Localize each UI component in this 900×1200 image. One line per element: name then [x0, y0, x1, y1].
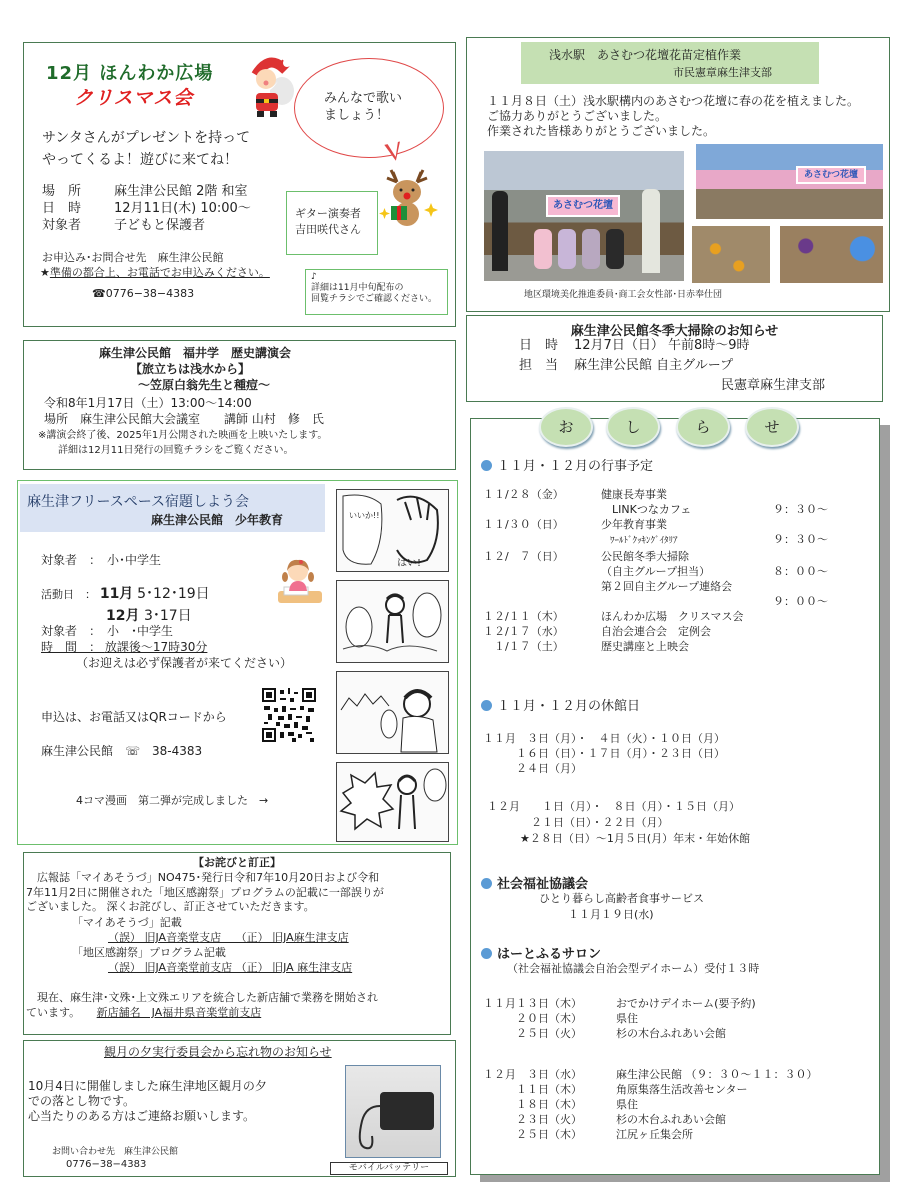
lecture-note2: 詳細は12月11日発行の回覧チラシをご覧ください。 [58, 445, 294, 456]
correction-item1-fix: （誤） 旧JA音楽堂支店 （正） 旧JA麻生津支店 [108, 931, 349, 944]
manga-panel-2 [336, 580, 449, 663]
flower-caption: 地区環境美化推進委員･商工会女性部･日赤奉仕団 [524, 290, 723, 300]
circle-se: せ [745, 407, 799, 447]
lecture-title: 麻生津公民館 福井学 歴史講演会 [99, 346, 292, 360]
salon-row: ２３日（火） 杉の木台ふれあい会館 [483, 1113, 726, 1126]
salon-nov [483, 996, 756, 1041]
pickup-note: （お迎えは必ず保護者が来てください） [76, 656, 293, 670]
cleaning-notice-box [466, 315, 883, 402]
music-note-icon: ♪ [311, 272, 317, 282]
christmas-intro: サンタさんがプレゼントを持って やってくるよ！遊びに来てね！ [42, 130, 251, 168]
group-photo: あさむつ花壇 [484, 151, 684, 281]
lost-phone: 0776−38−4383 [66, 1159, 147, 1170]
train-photo: あさむつ花壇 [696, 144, 883, 219]
qr-code[interactable] [262, 688, 316, 742]
christmas-note: ★準備の都合上、お電話でお申込みください。 [40, 266, 270, 279]
freespace-contact: 麻生津公民館 ☏ 38-4383 [41, 744, 203, 758]
circle-ra: ら [676, 407, 730, 447]
salon-dec [483, 1067, 818, 1142]
apply-note: 申込は、お電話又はQRコードから [41, 710, 227, 724]
closed-dec: １２月 １日（月）・ ８日（月）・１５日（月） ２１日（日）・２２日（月） ★２８日（日）～1月５日(月）年末・年始休館 [487, 800, 751, 845]
reindeer-icon [379, 168, 439, 233]
event-row: １１/２８（金） 健康長寿事業 [483, 488, 667, 501]
free-space-header [20, 484, 325, 532]
flower-org: 市民憲章麻生津支部 [673, 66, 772, 79]
salon-row: １２月 ３日（水） 麻生津公民館 （９：３０～１１：３０） [483, 1068, 818, 1081]
target-1: 対象者 ： 小･中学生 [41, 553, 162, 567]
free-space-org: 麻生津公民館 少年教育 [151, 513, 284, 527]
cleaning-date: 日 時 12月7日（日） 午前8時～9時 [519, 338, 750, 353]
salon-heading: はーとふるサロン [481, 943, 601, 962]
svg-text:はい!: はい! [397, 558, 422, 569]
salon-sub: （社会福祉協議会自治会型デイホーム）受付１３時 [507, 962, 760, 975]
event-row: ﾜｰﾙﾄﾞｸｯｷﾝｸﾞｲﾀﾘｱ ９：３０～ [601, 533, 828, 546]
santa-icon [242, 55, 294, 119]
studying-girl-icon [276, 557, 324, 607]
correction-item2-label: 「地区感謝祭」プログラム記載 [72, 946, 226, 959]
manga-note: 4コマ漫画 第二弾が完成しました → [76, 794, 269, 807]
star-icon: ★ [40, 266, 50, 279]
event-row: １２/１７（水） 自治会連合会 定例会 [483, 625, 711, 638]
free-space-box [17, 480, 458, 845]
lecture-place: 場所 麻生津公民館大会議室 講師 山村 修 氏 [44, 412, 324, 426]
apology-correction-box [23, 852, 451, 1035]
event-row: LINKつなカフェ ９：３０～ [601, 503, 828, 516]
free-space-title: 麻生津フリースペース宿題しよう会 [27, 494, 250, 510]
manga-panel-3 [336, 671, 449, 754]
circle-o: お [539, 407, 593, 447]
flower-header [521, 42, 819, 84]
apology-body: 広報誌「マイあそうづ」NO475･発行日令和7年10月20日および令和 7年11月2日に開催された「地区感謝祭」プログラムの記載に一部誤りが ございました。 深くお詫びし、訂正させていただきます。 [26, 871, 384, 913]
flower-body: １１月８日（土）浅水駅構内のあさむつ花壇に春の花を植えました。 ご協力ありがとうございました。 作業された皆様ありがとうございました。 [487, 94, 860, 138]
cleaning-staff: 担 当 麻生津公民館 自主グループ [519, 358, 734, 373]
flower-title: 浅水駅 あさむつ花壇花苗定植作業 [549, 48, 742, 62]
salon-row: １８日（木） 県住 [483, 1098, 638, 1111]
event-row: １/１７（土） 歴史講座と上映会 [483, 640, 689, 653]
lecture-date: 令和8年1月17日（土）13:00～14:00 [44, 396, 252, 410]
apology-footer1: 現在、麻生津･文殊･上文殊エリアを統合した新店舗で業務を開始され [26, 991, 378, 1004]
bullet-dot-icon [481, 700, 492, 711]
salon-row: ２５日（木） 江尻ヶ丘集会所 [483, 1128, 693, 1141]
planting-photo-2 [780, 226, 883, 283]
events-heading: １１月・１２月の行事予定 [481, 455, 653, 474]
salon-row: ２５日（火） 杉の木台ふれあい会館 [483, 1027, 726, 1040]
event-row: ９：００～ [773, 595, 828, 608]
christmas-contact: お申込み･お問合せ先 麻生津公民館 [42, 251, 224, 264]
battery-photo [345, 1065, 441, 1158]
lost-body: 10月4日に開催しました麻生津地区観月の夕 での落とし物です。 心当たりのある方はご連絡お願いします。 [28, 1079, 267, 1123]
bullet-dot-icon [481, 878, 492, 889]
event-row: １１/３０（日） 少年教育事業 [483, 518, 667, 531]
closed-heading: １１月・１２月の休館日 [481, 695, 640, 714]
lost-contact: お問い合わせ先 麻生津公民館 [52, 1147, 179, 1157]
cleaning-staff2: 民憲章麻生津支部 [721, 378, 826, 393]
lecture-subtitle1: 【旅立ちは浅水から】 [130, 362, 251, 376]
event-row: 第２回自主グループ連絡会 [601, 580, 733, 593]
time-row: 時 間 ： 放課後～17時30分 [41, 640, 208, 654]
speech-bubble-text: みんなで歌い ましょう！ [324, 91, 403, 123]
oshirase-box [470, 418, 880, 1175]
correction-item2-fix: （誤） 旧JA音楽堂前支店 （正） 旧JA 麻生津支店 [108, 961, 353, 974]
activity-days: 活動日 ： 11月 5･12･19日 [41, 586, 210, 602]
performer-box: ギター演奏者 吉田咲代さん [286, 191, 378, 255]
event-row: １２/１１（木） ほんわか広場 クリスマス会 [483, 610, 744, 623]
welfare-heading: 社会福祉協議会 [481, 873, 588, 892]
flyer-note-box: ♪ 詳細は11月中旬配布の 回覧チラシでご確認ください。 [305, 269, 448, 315]
circle-shi: し [606, 407, 660, 447]
apology-footer2: ています。 新店舗名 JA福井県音楽堂前支店 [26, 1006, 262, 1019]
christmas-phone: ☎0776−38−4383 [92, 287, 195, 300]
welfare-lines: ひとり暮らし高齢者食事サービス １１月１９日(水) [539, 892, 704, 921]
bullet-dot-icon [481, 948, 492, 959]
lecture-subtitle2: ～笠原白翁先生と種痘～ [138, 378, 271, 392]
new-branch-name: 新店舗名 JA福井県音楽堂前支店 [96, 1006, 262, 1019]
closed-nov: １１月 ３日（月）・ ４日（火）・１０日（月） １６日（日）・１７日（月）・２３日（日） ２４日（月） [483, 732, 725, 775]
salon-row: １１月１３日（木） おでかけデイホーム(要予約) [483, 997, 756, 1010]
correction-item1-label: 「マイあそうづ」記載 [72, 916, 182, 929]
apology-title: 【お詫びと訂正】 [193, 856, 281, 869]
event-row: １２/ ７（日） 公民館冬季大掃除 [483, 550, 689, 563]
battery-caption: モバイルバッテリー [330, 1162, 448, 1175]
history-lecture-box [23, 340, 456, 470]
planting-photo-1 [692, 226, 770, 283]
salon-row: １１日（木） 角原集落生活改善センター [483, 1083, 748, 1096]
events-list [483, 487, 828, 654]
manga-panel-4 [336, 762, 449, 842]
cleaning-title: 麻生津公民館冬季大掃除のお知らせ [570, 324, 779, 339]
christmas-title-line2: クリスマス会 [74, 87, 194, 109]
activity-days-dec: 12月 3･17日 [106, 608, 192, 624]
lost-item-box [23, 1040, 456, 1177]
manga-panel-1 [336, 489, 449, 572]
lecture-note1: ※講演会終了後、2025年1月公開された映画を上映いたします。 [38, 430, 328, 441]
christmas-title-line1: 12月 ほんわか広場 [46, 63, 214, 84]
christmas-details: 場 所 麻生津公民館 2階 和室 日 時 12月11日(木) 10:00～ 対象者 子どもと保護者 [42, 184, 251, 233]
target-2: 対象者 ： 小 ･中学生 [41, 624, 174, 638]
christmas-event-box [23, 42, 456, 327]
flower-planting-box [466, 37, 890, 312]
svg-text:いいか!!: いいか!! [349, 511, 380, 520]
salon-row: ２０日（木） 県住 [483, 1012, 638, 1025]
bullet-dot-icon [481, 460, 492, 471]
lost-title: 観月の夕実行委員会から忘れ物のお知らせ [104, 1045, 332, 1059]
event-row: （自主グループ担当） ８：００～ [601, 565, 828, 578]
